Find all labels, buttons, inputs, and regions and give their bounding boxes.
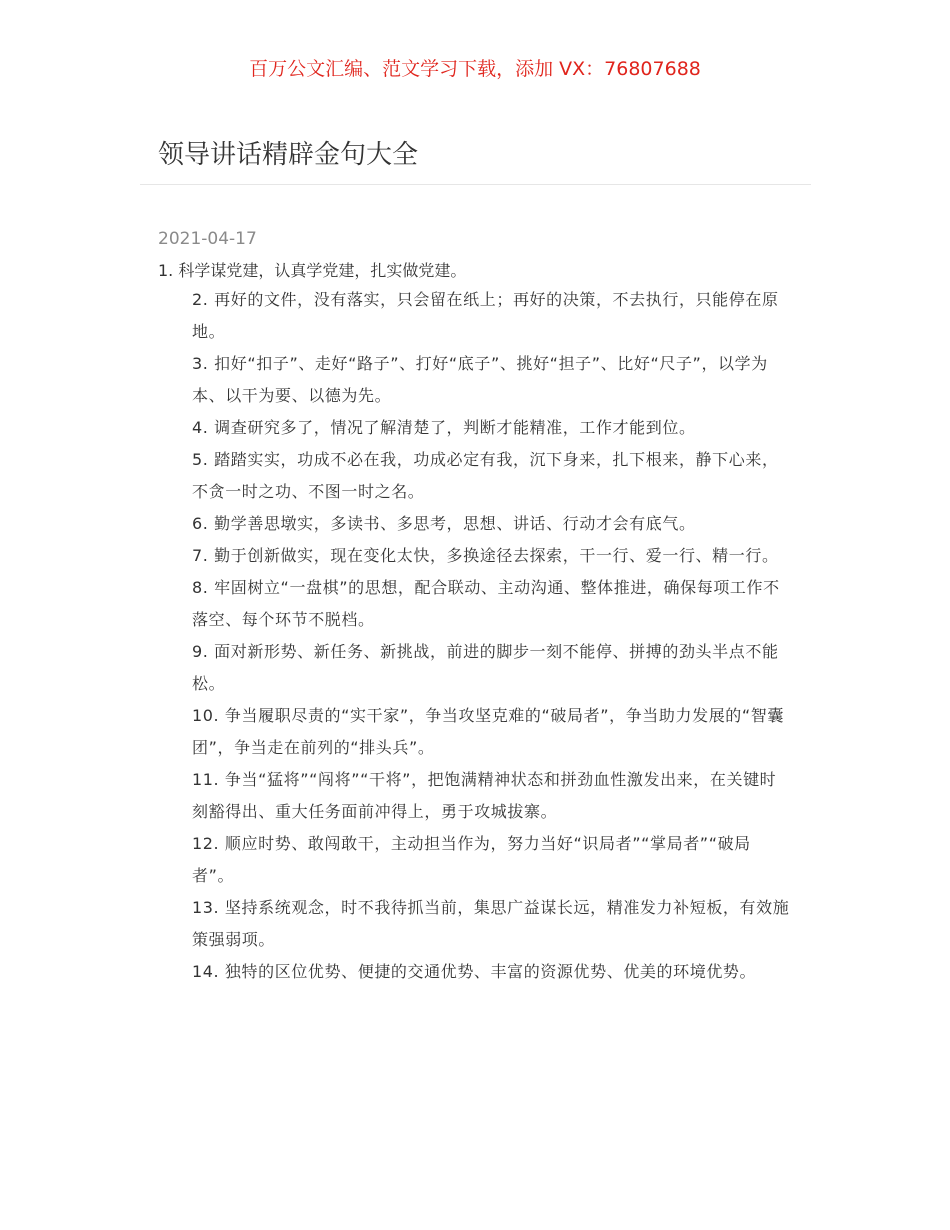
list-item: 6. 勤学善思墩实，多读书、多思考，思想、讲话、行动才会有底气。 — [192, 514, 696, 533]
list-item: 13. 坚持系统观念，时不我待抓当前，集思广益谋长远，精准发力补短板，有效施策强弱项。 — [192, 898, 790, 949]
list-item: 11. 争当“猛将”“闯将”“干将”，把饱满精神状态和拼劲血性激发出来，在关键时刻豁得出、重大任务面前冲得上，勇于攻城拔寨。 — [192, 770, 777, 821]
list-item: 12. 顺应时势、敢闯敢干，主动担当作为，努力当好“识局者”“掌局者”“破局者”。 — [192, 834, 751, 885]
list-item: 8. 牢固树立“一盘棋”的思想，配合联动、主动沟通、整体推进，确保每项工作不落空、每个环节不脱档。 — [192, 578, 780, 629]
list-item: 3. 扣好“扣子”、走好“路子”、打好“底子”、挑好“担子”、比好“尺子”，以学为本、以干为要、以德为先。 — [192, 354, 768, 405]
page-title: 领导讲话精辟金句大全 — [158, 140, 419, 170]
list-item: 7. 勤于创新做实，现在变化太快，多换途径去探索，干一行、爱一行、精一行。 — [192, 546, 779, 565]
promo-banner: 百万公文汇编、范文学习下载，添加 VX：76807688 — [249, 58, 701, 80]
list-item: 4. 调查研究多了，情况了解清楚了，判断才能精准，工作才能到位。 — [192, 418, 696, 437]
list-item-1: 1. 科学谋党建，认真学党建，扎实做党建。 — [158, 261, 467, 280]
title-divider — [140, 184, 811, 185]
list-item: 2. 再好的文件，没有落实，只会留在纸上；再好的决策，不去执行，只能停在原地。 — [192, 290, 779, 341]
publish-date: 2021-04-17 — [158, 229, 257, 249]
list-item: 9. 面对新形势、新任务、新挑战，前进的脚步一刻不能停、拼搏的劲头半点不能松。 — [192, 642, 779, 693]
quote-list — [192, 284, 792, 988]
list-item: 5. 踏踏实实，功成不必在我，功成必定有我，沉下身来，扎下根来，静下心来，不贪一时之功、不图一时之名。 — [192, 450, 779, 501]
list-item: 14. 独特的区位优势、便捷的交通优势、丰富的资源优势、优美的环境优势。 — [192, 962, 757, 981]
list-item: 10. 争当履职尽责的“实干家”，争当攻坚克难的“破局者”，争当助力发展的“智囊团”，争当走在前列的“排头兵”。 — [192, 706, 784, 757]
